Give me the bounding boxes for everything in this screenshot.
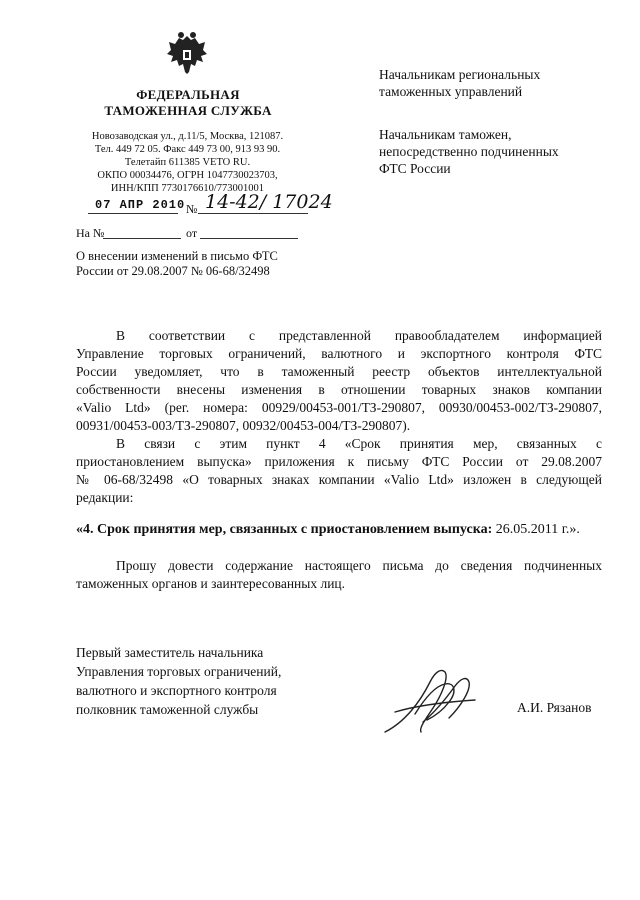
address-line: Новозаводская ул., д.11/5, Москва, 121087.: [91, 131, 284, 142]
body-paragraph-line: Управление торговых ограничений, валютного и экспортного контроля ФТС: [76, 346, 602, 361]
org-name-line2: ТАМОЖЕННАЯ СЛУЖБА: [104, 103, 272, 118]
body-paragraph-line: Прошу довести содержание настоящего письма до сведения подчиненных: [116, 558, 602, 573]
signatory-title-line: полковник таможенной службы: [76, 702, 259, 717]
address-line: Телетайп 611385 VETO RU.: [124, 157, 251, 168]
body-paragraph-line: редакции:: [76, 490, 134, 505]
number-label: №: [186, 202, 198, 216]
subject-line: России от 29.08.2007 № 06-68/32498: [76, 264, 270, 278]
recipient-line: ФТС России: [379, 161, 451, 176]
body-paragraph-line: В связи с этим пункт 4 «Срок принятия мер, связанных с: [116, 436, 602, 451]
body-paragraph-line: № 06-68/32498 «О товарных знаках компании «Valio Ltd» изложен в следующей: [76, 472, 602, 487]
subject-line: О внесении изменений в письмо ФТС: [76, 249, 278, 263]
signatory-title-line: Первый заместитель начальника: [76, 645, 264, 660]
body-paragraph-line: В соответствии с представленной правообладателем информацией: [116, 328, 602, 343]
body-paragraph-line: России уведомляет, что в таможенный реестр объектов интеллектуальной: [76, 364, 602, 379]
body-paragraph-line: собственности внесены изменения в отношении товарных знаков компании: [76, 382, 602, 397]
signatory-title-line: валютного и экспортного контроля: [76, 683, 277, 698]
recipient-line: Начальникам таможен,: [379, 127, 512, 142]
recipient-line: Начальникам региональных: [379, 67, 541, 82]
body-paragraph-line: 00931/00453-003/ТЗ-290807, 00932/00453-004/ТЗ-290807).: [76, 418, 411, 433]
address-line: ОКПО 00034476, ОГРН 1047730023703,: [97, 170, 278, 181]
body-paragraph-line: «Valio Ltd» (рег. номера: 00929/00453-001/ТЗ-290807, 00930/00453-002/ТЗ-290807,: [76, 400, 602, 415]
body-paragraph-line: таможенных органов и заинтересованных лиц.: [76, 576, 346, 591]
reference-number-label: На №: [76, 226, 105, 240]
number-underline: [198, 213, 308, 214]
reference-number-line: [103, 238, 181, 239]
signatory-title-line: Управления торговых ограничений,: [76, 664, 282, 679]
reference-date-line: [200, 238, 298, 239]
address-line: Тел. 449 72 05. Факс 449 73 00, 913 93 90.: [94, 144, 281, 155]
handwritten-signature: [375, 662, 485, 740]
letter-date-stamp: 07 АПР 2010: [95, 198, 186, 212]
body-paragraph-line: приостановлением выпуска» приложения к письму ФТС России от 29.08.2007: [76, 454, 602, 469]
letter-number: 14-42/ 17024: [205, 191, 333, 213]
recipient-line: таможенных управлений: [379, 84, 523, 99]
address-line: ИНН/КПП 7730176610/773001001: [110, 183, 265, 194]
quoted-item-4: [76, 522, 602, 538]
org-name-line1: ФЕДЕРАЛЬНАЯ: [136, 87, 240, 102]
coat-of-arms-emblem: [161, 30, 213, 80]
reference-date-label: от: [186, 226, 198, 240]
quoted-item-label: «4. Срок принятия мер, связанных с приостановлением выпуска:: [76, 522, 493, 537]
signatory-name: А.И. Рязанов: [517, 700, 592, 715]
date-underline: [88, 213, 178, 214]
recipient-line: непосредственно подчиненных: [379, 144, 559, 159]
quoted-item-date: 26.05.2011 г.».: [492, 522, 580, 537]
